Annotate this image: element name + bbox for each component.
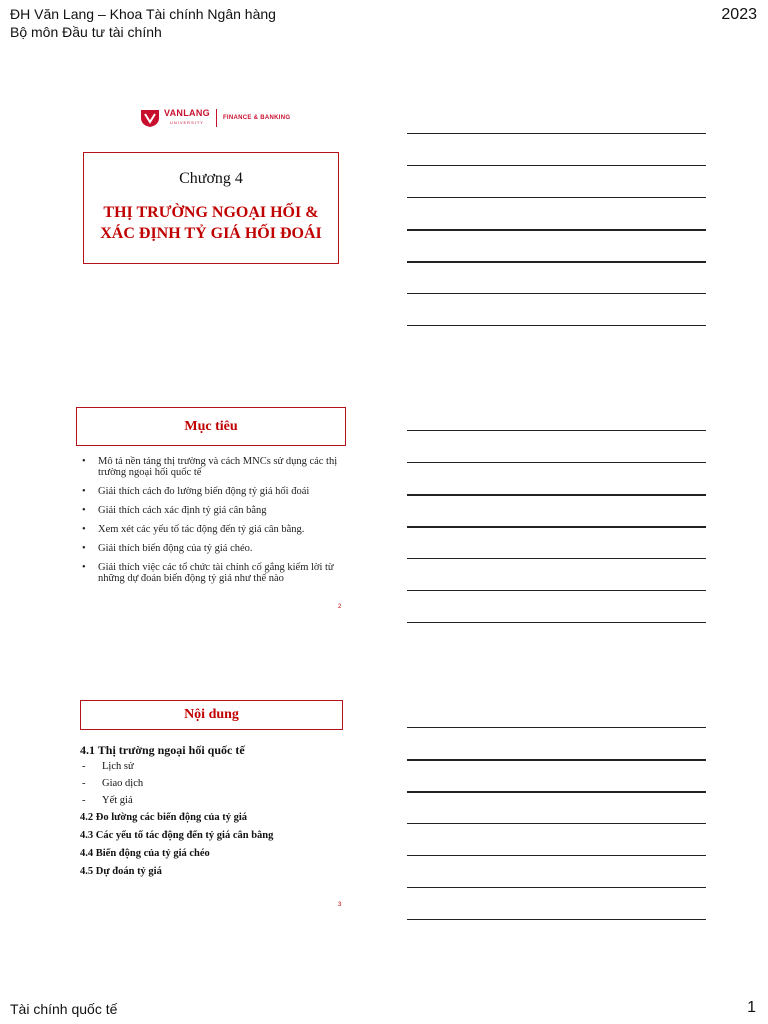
note-line — [407, 494, 706, 496]
note-line — [407, 133, 706, 134]
slide-2-number: 2 — [338, 604, 342, 610]
note-line — [407, 197, 706, 198]
header-line-2: Bộ môn Đầu tư tài chính — [10, 24, 162, 40]
list-item: • Giải thích cách đo lường biến động tỷ giá hối đoái — [82, 486, 354, 497]
section-3-heading: 4.3 Các yếu tố tác động đến tỷ giá cân bằng — [80, 830, 274, 841]
list-item: • Mô tả nền tảng thị trường và cách MNCs sử dụng các thị trường ngoại hối quốc tế — [82, 456, 354, 478]
logo-divider — [216, 109, 217, 127]
contents-outline — [80, 742, 352, 881]
chapter-title-line-2: XÁC ĐỊNH TỶ GIÁ HỐI ĐOÁI — [100, 225, 322, 242]
list-item: • Giải thích biến động của tỷ giá chéo. — [82, 543, 354, 554]
slide-2-title: Mục tiêu — [76, 407, 346, 446]
note-line — [407, 855, 706, 856]
subitem-quotes: - Yết giá — [80, 792, 352, 809]
subitem-trading: - Giao dịch — [80, 775, 352, 792]
logo-wordmark — [164, 109, 210, 127]
note-line — [407, 759, 706, 761]
objectives-list — [82, 456, 354, 592]
logo-name: VANLANG — [164, 108, 210, 118]
chapter-title — [84, 202, 338, 244]
note-line — [407, 727, 706, 728]
slide-3-number: 3 — [338, 902, 342, 908]
section-1-heading: 4.1 Thị trường ngoại hối quốc tế — [80, 743, 245, 757]
list-item: • Giải thích việc các tổ chức tài chính cố gắng kiếm lời từ những dự đoán biến động tỷ giá như thế nào — [82, 562, 354, 584]
note-line — [407, 325, 706, 326]
subitem-history: - Lịch sử — [80, 758, 352, 775]
list-item: • Xem xét các yếu tố tác động đến tỷ giá cân bằng. — [82, 524, 354, 535]
note-line — [407, 165, 706, 166]
note-line — [407, 430, 706, 431]
header-line-1: ĐH Văn Lang – Khoa Tài chính Ngân hàng — [10, 6, 276, 22]
chapter-label: Chương 4 — [179, 170, 243, 187]
note-line — [407, 622, 706, 623]
section-4-heading: 4.4 Biến động của tỷ giá chéo — [80, 848, 210, 859]
note-line — [407, 590, 706, 591]
slide-3-title: Nội dung — [80, 700, 343, 730]
vanlang-logo — [140, 106, 290, 130]
footer-course: Tài chính quốc tế — [10, 1001, 118, 1017]
list-item: • Giải thích cách xác định tỷ giá cân bằng — [82, 505, 354, 516]
note-line — [407, 791, 706, 793]
note-line — [407, 919, 706, 920]
vanlang-shield-icon — [140, 108, 160, 128]
note-line — [407, 293, 706, 294]
logo-tagline: FINANCE & BANKING — [222, 115, 291, 121]
note-line — [407, 887, 706, 888]
header-institution — [10, 5, 276, 41]
header-year: 2023 — [721, 6, 757, 23]
note-line — [407, 462, 706, 463]
section-5-heading: 4.5 Dự đoán tỷ giá — [80, 866, 162, 877]
logo-sub: UNIVERSITY — [169, 120, 204, 125]
note-line — [407, 261, 706, 263]
section-2-heading: 4.2 Đo lường các biến động của tỷ giá — [80, 812, 248, 823]
note-line — [407, 526, 706, 528]
chapter-title-line-1: THỊ TRƯỜNG NGOẠI HỐI & — [103, 204, 319, 221]
note-line — [407, 229, 706, 231]
slide-1-title-box — [83, 152, 339, 264]
footer-page-number: 1 — [747, 999, 756, 1016]
note-line — [407, 823, 706, 824]
note-line — [407, 558, 706, 559]
